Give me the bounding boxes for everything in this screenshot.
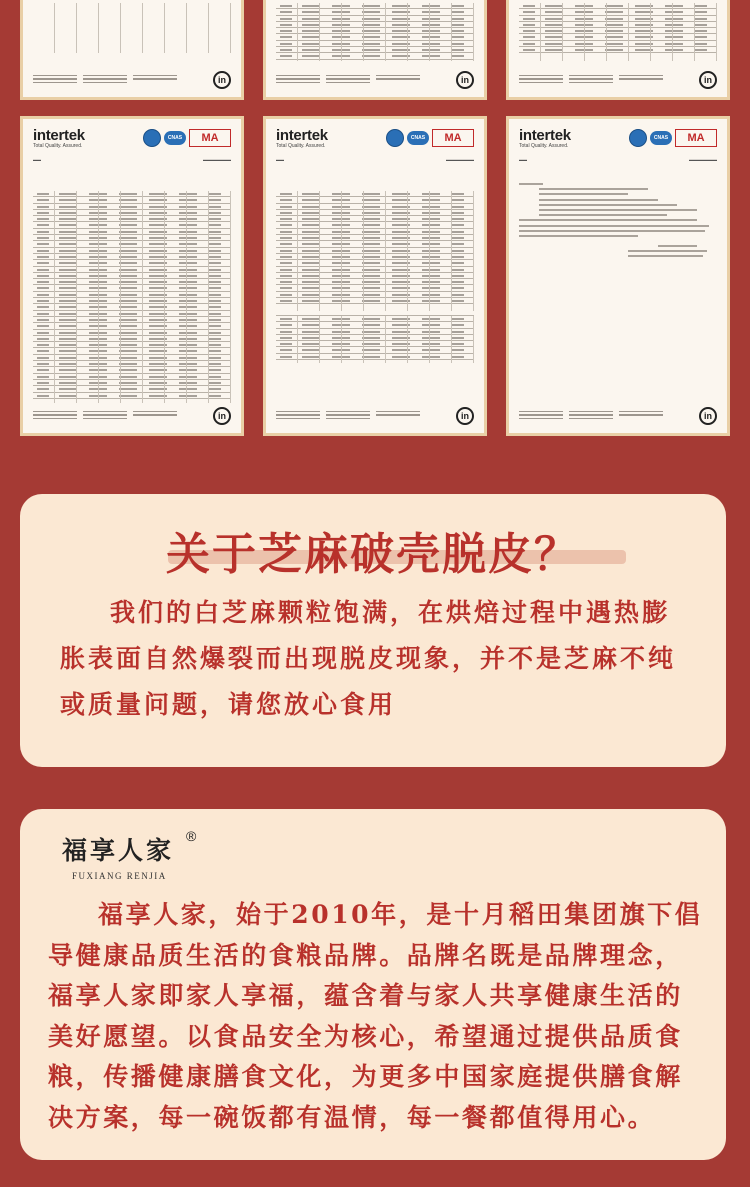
report-header	[276, 125, 474, 151]
logo-tagline: Total Quality. Assured.	[519, 142, 569, 149]
intertek-in-badge-icon: in	[699, 407, 717, 425]
report-table	[276, 3, 474, 61]
ilac-seal-icon	[629, 129, 647, 147]
report-footer	[276, 69, 474, 91]
report-table	[519, 3, 717, 61]
brand-description: 福享人家，始于2010年，是十月稻田集团旗下倡导健康品质生活的食粮品牌。品牌名既是品牌理念，福享人家即家人享福，蕴含着与家人共享健康生活的美好愿望。以食品安全为核心，希望通过提供品质食粮，传播健康膳食文化，为更多中国家庭提供膳食解决方案，每一碗饭都有温情，每一餐都值得用心。	[48, 900, 703, 1132]
logo-tagline: Total Quality. Assured.	[276, 142, 326, 149]
intertek-in-badge-icon: in	[213, 407, 231, 425]
report-footer	[33, 69, 231, 91]
cnas-badge: CNAS	[407, 131, 429, 145]
report-thumbnail-top-1	[20, 0, 244, 100]
report-footer	[276, 405, 474, 427]
report-table	[33, 191, 231, 403]
report-thumbnail-3	[506, 116, 730, 436]
report-header	[519, 125, 717, 151]
sesame-description: 我们的白芝麻颗粒饱满，在烘焙过程中遇热膨胀表面自然爆裂而出现脱皮现象，并不是芝麻不纯或质量问题，请您放心食用	[60, 598, 677, 719]
report-table-microbial	[276, 315, 474, 363]
report-thumbnail-2	[263, 116, 487, 436]
intertek-logo: intertek	[276, 126, 328, 144]
sesame-info-card	[20, 494, 726, 767]
report-notes	[519, 183, 717, 260]
report-footer	[33, 405, 231, 427]
brand-name: 福享人家	[62, 836, 175, 865]
report-header	[33, 125, 231, 151]
report-thumbnail-1	[20, 116, 244, 436]
report-footer	[519, 405, 717, 427]
ilac-seal-icon	[386, 129, 404, 147]
brand-info-card	[20, 809, 726, 1160]
cnas-badge: CNAS	[650, 131, 672, 145]
intertek-in-badge-icon: in	[699, 71, 717, 89]
intertek-in-badge-icon: in	[213, 71, 231, 89]
report-table	[276, 191, 474, 311]
intertek-logo: intertek	[519, 126, 571, 144]
ilac-seal-icon	[143, 129, 161, 147]
report-meta: ▬▬ ▬▬▬▬▬▬▬	[276, 157, 474, 162]
cnas-badge: CNAS	[164, 131, 186, 145]
brand-pinyin: FUXIANG RENJIA	[72, 871, 167, 881]
cma-badge: MA	[675, 129, 717, 147]
intertek-in-badge-icon: in	[456, 407, 474, 425]
report-table	[33, 3, 231, 53]
report-thumbnail-top-3	[506, 0, 730, 100]
intertek-logo: intertek	[33, 126, 85, 144]
registered-mark: ®	[186, 828, 197, 844]
cma-badge: MA	[432, 129, 474, 147]
report-footer	[519, 69, 717, 91]
brand-logo	[62, 828, 197, 881]
report-thumbnail-top-2	[263, 0, 487, 100]
report-meta: ▬▬ ▬▬▬▬▬▬▬	[519, 157, 717, 162]
cma-badge: MA	[189, 129, 231, 147]
sesame-title: 关于芝麻破壳脱皮？	[166, 529, 580, 580]
intertek-in-badge-icon: in	[456, 71, 474, 89]
logo-tagline: Total Quality. Assured.	[33, 142, 83, 149]
report-meta: ▬▬ ▬▬▬▬▬▬▬	[33, 157, 231, 162]
